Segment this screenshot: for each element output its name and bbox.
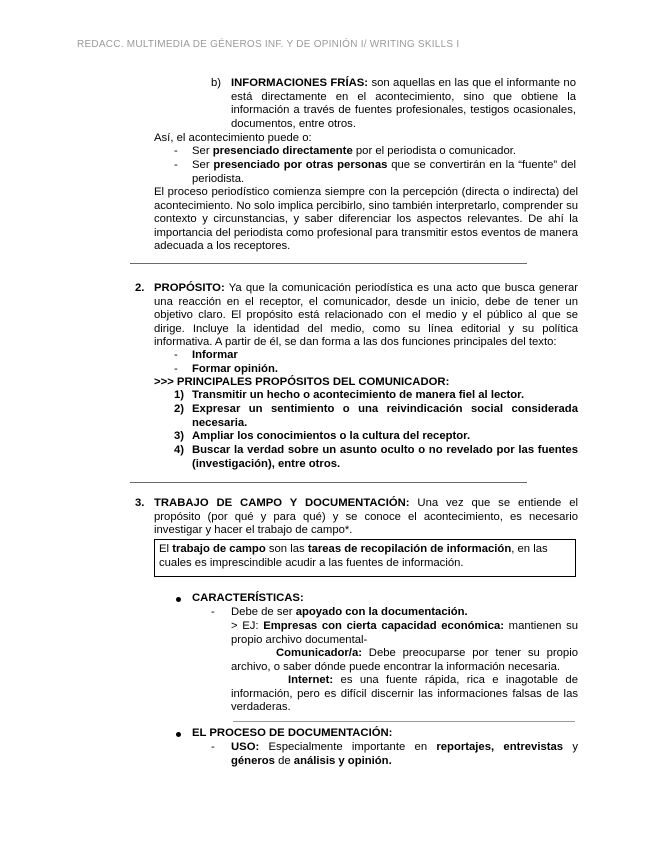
dash-marker: - [211,606,215,618]
ej-prefix: > EJ: [231,620,264,632]
separator-line [233,721,575,722]
section-2-paragraph [154,282,578,350]
ej-comunicador [231,647,578,674]
internet-bold: Internet: [288,674,334,686]
caracteristicas-item [231,606,468,620]
definition-text [155,540,575,570]
separator-line [130,263,527,264]
proceso-heading: EL PROCESO DE DOCUMENTACIÓN: [192,727,393,739]
dash-marker: - [174,363,178,375]
internet-text: es una fuente rápida, rica e inagotable de información, pero es difícil discernir las informaciones falsas de las verdaderas. [231,674,578,714]
bullet-icon [176,597,181,602]
item-b-informaciones-frias [231,77,576,131]
uso-b1: reportajes, entrevistas [436,741,564,753]
separator-line [130,482,527,483]
item-b-title: INFORMACIONES FRÍAS: [231,77,369,89]
purpose-3: Ampliar los conocimientos o la cultura del receptor. [192,430,471,442]
uso-b2: géneros [231,754,275,767]
dash-item-1-pre: Ser [192,145,213,157]
ej-internet [231,674,578,715]
purpose-1-number: 1) [174,389,185,401]
section-3-text: Una vez que se entiende el propósito (por qué y para qué) y se conoce el acontecimiento, es necesario investigar y hacer el trabajo de campo*. [154,497,578,537]
dash-item-1-bold: presenciado directamente [212,145,353,157]
section-3-number: 3. [135,497,145,509]
definition-t1: El [159,543,173,555]
definition-box [154,539,576,577]
caracteristicas-heading: CARACTERÍSTICAS: [192,592,304,604]
uso-t3: de [274,754,294,767]
bullet-icon [176,732,181,737]
purpose-4: Buscar la verdad sobre un asunto oculto o no revelado por las fuentes (investigación), entre otros. [192,444,578,470]
section-2-number: 2. [135,282,145,294]
definition-t3: , en las cuales es imprescindible acudir a las fuentes de información. [159,543,548,569]
asi-line: Así, el acontecimiento puede o: [154,132,312,144]
dash-item-1-post: por el periodista o comunicador. [352,145,517,157]
section-3-paragraph [154,497,578,538]
dash-item-2-bold: presenciado por otras personas [213,159,388,171]
caracteristicas-item-pre: Debe de ser [231,606,296,618]
section-2-text: Ya que la comunicación periodística es una acto que busca generar una reacción en el receptor, el comunicador, desde un inicio, debe de tener un objetivo claro. El propósito está relacionado con el medio y el público al que se dirige. Incluye la identidad del medio, como su línea editorial y su política informativa. A partir de él, se dan forma a las dos funciones principales del texto: [154,282,578,349]
uso-b3: análisis y opinión. [293,754,392,767]
section-2-title: PROPÓSITO: [154,282,225,294]
process-paragraph: El proceso periodístico comienza siempre con la percepción (directa o indirecta) del acontecimiento. No solo implica percibirlo, sino también interpretarlo, comprender su contexto y circunstancias, y saber diferenciar los aspectos relevantes. De ahí la importancia del periodista como profesional para transmitir estos eventos de manera adecuada a los receptores. [154,186,578,253]
purpose-2: Expresar un sentimiento o una reivindicación social considerada necesaria. [192,403,578,429]
purpose-1: Transmitir un hecho o acontecimiento de manera fiel al lector. [192,389,525,401]
item-b-text: son aquellas en las que el informante no está directamente en el acontecimiento, sino que obtiene la información a través de fuentes profesionales, testigos ocasionales, documentos, entre otros. [231,77,576,130]
dash-item-2 [192,159,576,186]
function-formar-opinion: Formar opinión. [192,363,278,375]
ej-empresas [231,620,578,647]
proceso-uso [231,741,578,768]
dash-item-1 [192,145,582,159]
purpose-2-number: 2) [174,403,185,415]
dash-marker: - [174,159,178,171]
definition-b2: tareas de recopilación de información [307,543,512,555]
dash-marker: - [174,145,178,157]
dash-marker: - [174,349,178,361]
uso-t1: Especialmente importante en [259,741,437,753]
definition-t2: son las [265,543,308,555]
uso-bold: USO: [231,741,260,753]
dash-item-2-post: que se convertirán en la “fuente” del periodista. [192,159,577,185]
dash-marker: - [211,741,215,753]
page-header: REDACC. MULTIMEDIA DE GÉNEROS INF. Y DE OPINIÓN I/ WRITING SKILLS I [77,39,460,50]
comunicador-bold: Comunicador/a: [276,647,362,659]
dash-item-2-pre: Ser [192,159,214,171]
definition-b1: trabajo de campo [172,543,266,555]
purpose-3-number: 3) [174,430,185,442]
section-3-title: TRABAJO DE CAMPO Y DOCUMENTACIÓN: [154,497,410,509]
list-marker-b: b) [211,77,222,89]
purposes-subheading: >>> PRINCIPALES PROPÓSITOS DEL COMUNICADOR: [154,376,450,388]
ej-bold: Empresas con cierta capacidad económica: [263,620,505,632]
ej-text: mantienen su propio archivo documental- [231,620,578,646]
uso-t2: y [563,741,578,753]
function-informar: Informar [192,349,238,361]
purpose-4-number: 4) [174,444,185,456]
caracteristicas-item-bold: apoyado con la documentación. [295,606,468,618]
comunicador-text: Debe preocuparse por tener su propio archivo, o saber dónde puede encontrar la información necesaria. [231,647,578,673]
